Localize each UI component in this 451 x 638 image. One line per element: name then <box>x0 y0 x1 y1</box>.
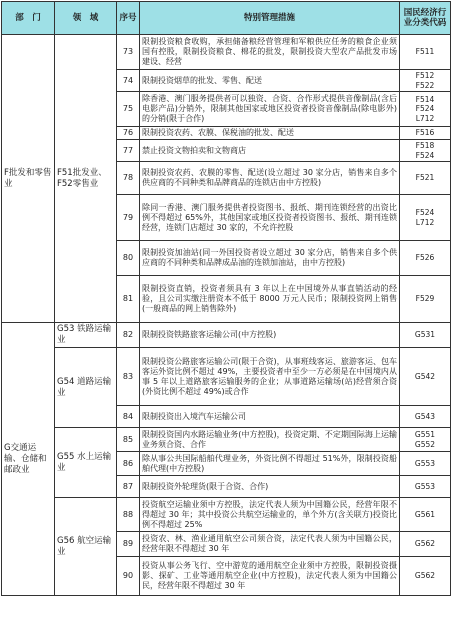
industry-code-cell <box>400 348 451 406</box>
row-number: 89 <box>117 532 140 557</box>
row-number: 74 <box>117 70 140 92</box>
industry-code: G542 <box>414 371 436 381</box>
measure-text: 限制投资烟草的批发、零售、配送 <box>140 70 400 92</box>
industry-code-cell <box>400 127 451 140</box>
industry-code: F512 <box>415 71 435 80</box>
industry-code: L712 <box>415 217 435 227</box>
industry-code-cell <box>400 276 451 323</box>
industry-code: G543 <box>414 411 436 421</box>
measure-text: 投资航空运输业须中方控股，法定代表人须为中国籍公民，经营年限不得超过 30 年；其中投资公共航空运输业的，单个外方(含关联方)投资比例不得超过 25% <box>140 498 400 532</box>
measure-text: 限制投资出入境汽车运输公司 <box>140 406 400 428</box>
industry-code-cell <box>400 35 451 70</box>
industry-code: F526 <box>415 253 435 263</box>
industry-code: F522 <box>415 80 435 90</box>
table-row <box>2 428 451 452</box>
industry-code-cell <box>400 241 451 276</box>
measure-text: 除同一香港、澳门服务提供者投资图书、报纸、期刊连锁经营的出资比例不得超过 65%外，其他国家或地区投资者投资图书、报纸、期刊连锁经营，连锁门店超过 30 家的，不允许控股 <box>140 195 400 241</box>
industry-code-cell <box>400 406 451 428</box>
measures-table <box>1 1 451 596</box>
industry-code: G552 <box>414 439 436 449</box>
measure-text: 除香港、澳门服务提供者可以独资、合资、合作形式提供音像制品(含后电影产品)分销外，限制其他国家或地区投资者投资音像制品(除电影外)的分销(限于合作) <box>140 92 400 127</box>
measure-text: 限制投资农药、农膜、保税油的批发、配送 <box>140 127 400 140</box>
header-field: 领 域 <box>55 2 117 35</box>
row-number: 82 <box>117 323 140 348</box>
industry-code: L712 <box>415 113 435 123</box>
table-row <box>2 35 451 70</box>
row-number: 78 <box>117 162 140 195</box>
industry-code-cell <box>400 452 451 476</box>
industry-code-cell <box>400 428 451 452</box>
industry-code: F524 <box>415 208 435 217</box>
measure-text: 限制投资国内水路运输业务(中方控股)，投资定期、不定期国际海上运输业务须合资、合作 <box>140 428 400 452</box>
row-number: 79 <box>117 195 140 241</box>
table-row <box>2 498 451 532</box>
table-row <box>2 348 451 406</box>
row-number: 88 <box>117 498 140 532</box>
measure-text: 限制投资直销，投资者须具有 3 年以上在中国境外从事直销活动的经验，且公司实缴注册资本不低于 8000 万元人民币；限制投资网上销售(一般商品的网上销售除外) <box>140 276 400 323</box>
row-number: 75 <box>117 92 140 127</box>
header-code: 国民经济行业分类代码 <box>400 2 451 35</box>
row-number: 80 <box>117 241 140 276</box>
measure-text: 禁止投资文物拍卖和文物商店 <box>140 140 400 162</box>
industry-code: G553 <box>414 481 436 491</box>
industry-code-cell <box>400 162 451 195</box>
row-number: 86 <box>117 452 140 476</box>
industry-code: F524 <box>415 104 435 114</box>
table-row <box>2 323 451 348</box>
industry-code: G562 <box>414 571 436 581</box>
industry-code: F514 <box>415 94 435 104</box>
row-number: 90 <box>117 557 140 596</box>
measure-text: 限制投资粮食收购，承担储备粮经营管理和军粮供应任务的粮食企业须国有控股，限制投资粮食、棉花的批发，限制投资大型农产品批发市场建设、经营 <box>140 35 400 70</box>
measure-text: 除从事公共国际船舶代理业务，外资比例不得超过 51%外，限制投资船舶代理(中方控股) <box>140 452 400 476</box>
subsection-name: G56 航空运输业 <box>55 498 117 596</box>
industry-code: F529 <box>415 294 435 304</box>
measure-text: 限制投资公路旅客运输公司(限于合资)，从事班线客运、旅游客运、包车客运外资比例不超过 49%，主要投资者中至少一方必须是在中国境内从事 5 年以上道路旅客运输服务的企业；从事道路运输场(站)经营须合资(外资比例不超过 49%)或合作 <box>140 348 400 406</box>
table-body <box>2 35 451 596</box>
industry-code-cell <box>400 195 451 241</box>
industry-code: G561 <box>414 509 436 519</box>
measure-text: 限制投资农药、农膜的零售、配送(设立超过 30 家分店，销售来自多个供应商的不同种类和品牌商品的连锁店由中方控股) <box>140 162 400 195</box>
row-number: 77 <box>117 140 140 162</box>
measure-text: 限制投资铁路旅客运输公司(中方控股) <box>140 323 400 348</box>
section-name: F批发和零售业 <box>2 35 55 323</box>
row-number: 73 <box>117 35 140 70</box>
industry-code: G531 <box>414 330 436 340</box>
header-measure: 特别管理措施 <box>140 2 400 35</box>
measure-text: 投资从事公务飞行、空中游览的通用航空企业须中方控股，限制投资摄影、探矿、工业等通用航空企业(中方控股)，法定代表人须为中国籍公民，经营年限不得超过 30 年 <box>140 557 400 596</box>
section-name: G交通运输、仓储和邮政业 <box>2 323 55 596</box>
industry-code: F511 <box>415 47 435 57</box>
header-dept: 部 门 <box>2 2 55 35</box>
row-number: 87 <box>117 476 140 498</box>
industry-code: G553 <box>414 458 436 468</box>
measure-text: 限制投资外轮理货(限于合资、合作) <box>140 476 400 498</box>
industry-code-cell <box>400 140 451 162</box>
industry-code-cell <box>400 476 451 498</box>
industry-code: G562 <box>414 539 436 549</box>
row-number: 83 <box>117 348 140 406</box>
row-number: 84 <box>117 406 140 428</box>
subsection-name: G55 水上运输业 <box>55 428 117 498</box>
industry-code: F524 <box>415 150 435 160</box>
industry-code: F516 <box>415 128 435 138</box>
industry-code-cell <box>400 92 451 127</box>
industry-code-cell <box>400 532 451 557</box>
row-number: 85 <box>117 428 140 452</box>
header-row <box>2 2 451 35</box>
measure-text: 限制投资加油站(同一外国投资者设立超过 30 家分店，销售来自多个供应商的不同种类和品牌成品油的连锁加油站，由中方控股) <box>140 241 400 276</box>
measure-text: 投资农、林、渔业通用航空公司须合资，法定代表人须为中国籍公民，经营年限不得超过 30 年 <box>140 532 400 557</box>
industry-code: G551 <box>414 430 436 439</box>
industry-code-cell <box>400 557 451 596</box>
header-no: 序号 <box>117 2 140 35</box>
row-number: 76 <box>117 127 140 140</box>
row-number: 81 <box>117 276 140 323</box>
industry-code: F521 <box>415 173 435 183</box>
subsection-name: G53 铁路运输业 <box>55 323 117 348</box>
industry-code: F518 <box>415 141 435 150</box>
industry-code-cell <box>400 323 451 348</box>
industry-code-cell <box>400 498 451 532</box>
subsection-name: F51批发业、F52零售业 <box>55 35 117 323</box>
industry-code-cell <box>400 70 451 92</box>
subsection-name: G54 道路运输业 <box>55 348 117 428</box>
